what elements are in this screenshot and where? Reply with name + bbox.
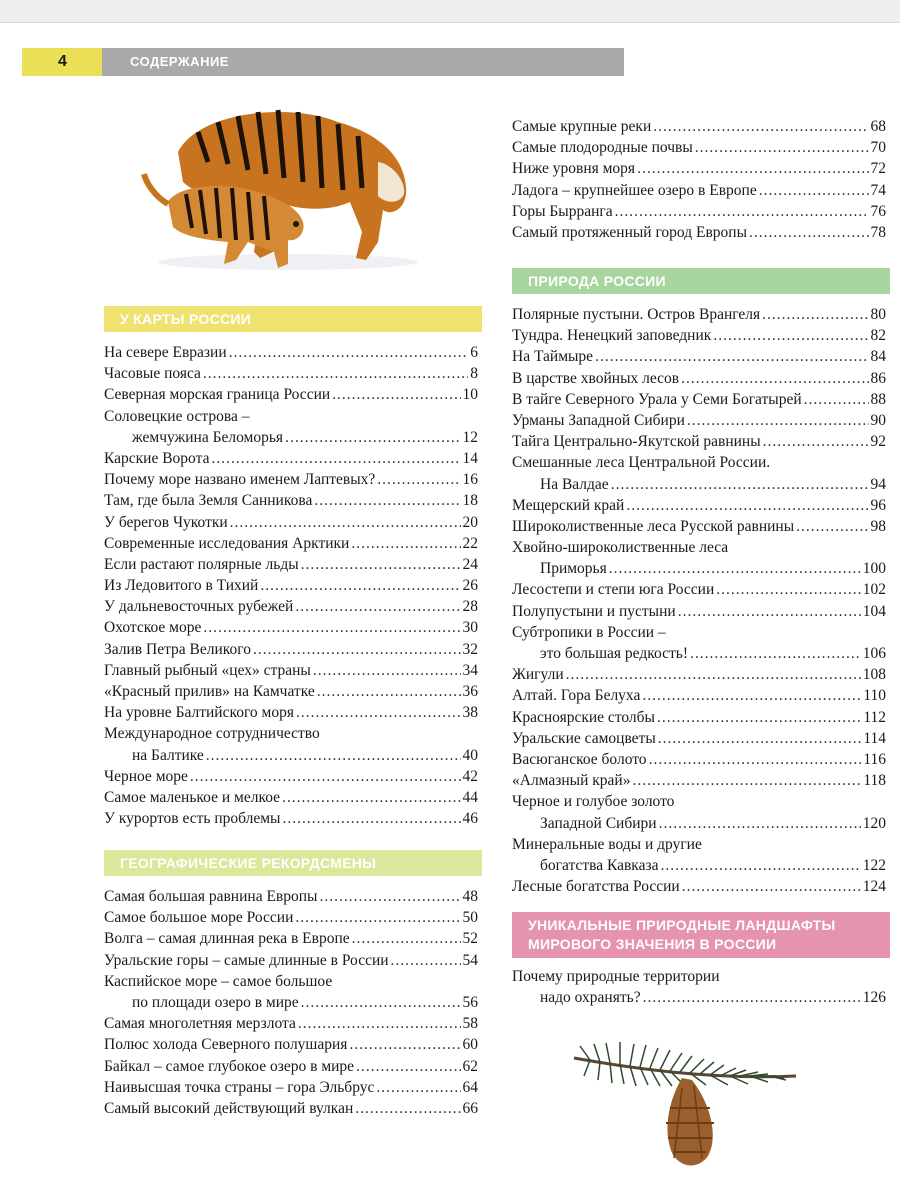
- toc-page-number: 86: [870, 369, 886, 387]
- toc-entry-title: Ладога – крупнейшее озеро в Европе: [512, 181, 757, 199]
- toc-page-number: 64: [462, 1078, 478, 1096]
- toc-dot-leader: [377, 469, 460, 490]
- toc-dot-leader: [230, 512, 461, 533]
- toc-page-number: 102: [862, 581, 886, 599]
- toc-entry: [512, 158, 886, 179]
- toc-page-number: 40: [462, 746, 478, 764]
- toc-dot-leader: [678, 601, 861, 622]
- toc-dot-leader: [660, 855, 860, 876]
- toc-dot-leader: [609, 558, 861, 579]
- toc-entry: [512, 516, 886, 537]
- toc-page-number: 82: [870, 327, 886, 345]
- toc-entry: [512, 116, 886, 137]
- toc-entry: [104, 787, 478, 808]
- toc-entry-title: Уральские горы – самые длинные в России: [104, 951, 389, 969]
- toc-entry: [104, 639, 478, 660]
- toc-entry: [512, 325, 886, 346]
- toc-priroda: [512, 304, 886, 897]
- toc-entry: [512, 601, 886, 622]
- toc-entry-title: Залив Петра Великого: [104, 640, 252, 658]
- toc-entry-title: У берегов Чукотки: [104, 513, 228, 531]
- toc-entry-title: Из Ледовитого в Тихий: [104, 577, 259, 595]
- toc-entry-title: Приморья: [540, 560, 607, 578]
- toc-dot-leader: [298, 1013, 461, 1034]
- toc-page-number: 44: [462, 788, 478, 806]
- toc-page-number: 108: [862, 666, 886, 684]
- toc-entry-title: Самый протяженный город Европы: [512, 223, 747, 241]
- toc-entry-title: Горы Бырранга: [512, 202, 613, 220]
- toc-entry-title: Карские Ворота: [104, 449, 210, 467]
- toc-entry: [512, 876, 886, 897]
- toc-entry: [104, 342, 478, 363]
- toc-entry: [512, 685, 886, 706]
- toc-page-number: 78: [870, 223, 886, 241]
- toc-dot-leader: [749, 222, 869, 243]
- toc-dot-leader: [253, 639, 460, 660]
- toc-dot-leader: [376, 1077, 460, 1098]
- toc-dot-leader: [653, 116, 868, 137]
- toc-dot-leader: [763, 431, 869, 452]
- toc-page-number: 106: [862, 645, 886, 662]
- toc-entry: [512, 643, 886, 664]
- toc-dot-leader: [632, 770, 861, 791]
- toc-dot-leader: [203, 363, 468, 384]
- toc-dot-leader: [206, 745, 461, 766]
- toc-entry-title: Васюганское болото: [512, 750, 647, 768]
- toc-entry: [512, 834, 886, 855]
- toc-entry-title: Современные исследования Арктики: [104, 534, 350, 552]
- toc-entry-title: Самое большое море России: [104, 909, 294, 927]
- toc-entry: [512, 558, 886, 579]
- toc-entry-title: Волга – самая длинная река в Европе: [104, 930, 350, 948]
- toc-page-number: 22: [462, 534, 478, 552]
- toc-entry-title: Самые крупные реки: [512, 118, 652, 135]
- toc-entry: [512, 749, 886, 770]
- toc-page-number: 54: [462, 951, 478, 969]
- toc-entry: [104, 745, 478, 766]
- toc-page-number: 30: [462, 619, 478, 637]
- toc-entry: [104, 681, 478, 702]
- toc-entry-title: жемчужина Беломорья: [132, 428, 284, 446]
- toc-dot-leader: [211, 448, 460, 469]
- toc-entry-title: Черное и голубое золото: [512, 793, 675, 811]
- toc-entry: [104, 1034, 478, 1055]
- toc-dot-leader: [190, 766, 461, 787]
- toc-entry-title: На севере Евразии: [104, 344, 227, 361]
- toc-entry: [512, 368, 886, 389]
- toc-dot-leader: [260, 575, 460, 596]
- toc-entry-title: Уральские самоцветы: [512, 729, 656, 747]
- toc-page-number: 18: [462, 492, 478, 510]
- toc-dot-leader: [391, 950, 461, 971]
- toc-dot-leader: [285, 427, 460, 448]
- toc-entry: [104, 723, 478, 744]
- toc-entry-title: Алтай. Гора Белуха: [512, 687, 641, 705]
- toc-dot-leader: [762, 304, 868, 325]
- toc-entry: [104, 971, 478, 992]
- toc-entry: [512, 222, 886, 243]
- toc-page-number: 98: [870, 517, 886, 535]
- toc-entry: [104, 702, 478, 723]
- toc-entry: [512, 452, 886, 473]
- toc-dot-leader: [695, 137, 869, 158]
- toc-entry-title: Самые плодородные почвы: [512, 139, 693, 157]
- toc-entry-title: Охотское море: [104, 619, 202, 637]
- toc-page-number: 46: [462, 810, 478, 828]
- pine-branch-image: [570, 1018, 800, 1186]
- toc-entry: [104, 533, 478, 554]
- toc-entry-title: «Алмазный край»: [512, 772, 631, 790]
- toc-entry-title: На уровне Балтийского моря: [104, 704, 294, 722]
- toc-entry-title: У дальневосточных рубежей: [104, 598, 294, 616]
- toc-entry-title: Каспийское море – самое большое: [104, 972, 333, 990]
- toc-page-number: 114: [863, 729, 886, 747]
- toc-rekordsmeny-right: [512, 116, 886, 243]
- toc-page-number: 14: [462, 449, 478, 467]
- toc-entry: [512, 537, 886, 558]
- toc-entry: [104, 490, 478, 511]
- toc-page-number: 6: [470, 344, 478, 361]
- toc-entry-title: Тайга Центрально-Якутской равнины: [512, 433, 761, 451]
- toc-dot-leader: [659, 813, 861, 834]
- toc-dot-leader: [282, 787, 460, 808]
- toc-dot-leader: [332, 384, 460, 405]
- toc-entry: [104, 596, 478, 617]
- toc-dot-leader: [796, 516, 868, 537]
- toc-page-number: 112: [863, 708, 886, 726]
- toc-dot-leader: [649, 749, 862, 770]
- toc-entry: [512, 474, 886, 495]
- toc-dot-leader: [317, 681, 461, 702]
- toc-entry: [512, 707, 886, 728]
- toc-dot-leader: [626, 495, 868, 516]
- toc-entry-title: Урманы Западной Сибири: [512, 411, 685, 429]
- toc-rekordsmeny-left: [104, 886, 478, 1119]
- toc-entry: [104, 575, 478, 596]
- toc-entry-title: Западной Сибири: [540, 814, 657, 832]
- toc-entry-title: В царстве хвойных лесов: [512, 369, 680, 387]
- toc-entry-title: В тайге Северного Урала у Семи Богатырей: [512, 390, 802, 408]
- toc-page-number: 120: [862, 814, 886, 832]
- toc-entry-title: Смешанные леса Центральной России.: [512, 454, 771, 472]
- toc-entry-title: На Таймыре: [512, 348, 594, 366]
- toc-entry-title: «Красный прилив» на Камчатке: [104, 683, 315, 700]
- toc-entry-title: На Валдае: [540, 475, 609, 493]
- toc-page-number: 92: [870, 433, 886, 451]
- toc-page-number: 60: [462, 1036, 478, 1054]
- toc-page-number: 122: [862, 856, 886, 874]
- toc-page-number: 124: [862, 878, 886, 896]
- section-header-rekordsmeny: ГЕОГРАФИЧЕСКИЕ РЕКОРДСМЕНЫ: [104, 850, 482, 876]
- toc-page-number: 42: [462, 767, 478, 785]
- section-header-unikalnye: [512, 912, 890, 958]
- toc-entry-title: Самый высокий действующий вулкан: [104, 1099, 354, 1117]
- page-number: 4: [22, 48, 102, 76]
- toc-dot-leader: [637, 158, 868, 179]
- toc-dot-leader: [657, 707, 861, 728]
- toc-dot-leader: [295, 596, 460, 617]
- toc-page-number: 28: [462, 598, 478, 616]
- toc-entry: [512, 855, 886, 876]
- toc-page-number: 32: [462, 640, 478, 658]
- toc-entry: [512, 410, 886, 431]
- toc-page-number: 90: [870, 411, 886, 429]
- toc-entry-title: Хвойно-широколиственные леса: [512, 539, 729, 557]
- toc-page-number: 38: [462, 704, 478, 722]
- toc-page-number: 36: [462, 683, 478, 700]
- toc-dot-leader: [352, 928, 461, 949]
- toc-dot-leader: [713, 325, 868, 346]
- toc-entry: [104, 406, 478, 427]
- toc-dot-leader: [611, 474, 869, 495]
- toc-dot-leader: [687, 410, 869, 431]
- toc-entry-title: Почему природные территории: [512, 968, 720, 985]
- toc-page-number: 24: [462, 555, 478, 573]
- toc-entry: [104, 907, 478, 928]
- toc-page-number: 16: [462, 471, 478, 489]
- toc-dot-leader: [804, 389, 869, 410]
- section-header-unikalnye-line1: УНИКАЛЬНЫЕ ПРИРОДНЫЕ ЛАНДШАФТЫ: [528, 917, 836, 933]
- section-header-priroda: ПРИРОДА РОССИИ: [512, 268, 890, 294]
- toc-entry-title: надо охранять?: [540, 989, 641, 1007]
- toc-karta: [104, 342, 478, 829]
- toc-dot-leader: [681, 368, 868, 389]
- toc-entry: [104, 427, 478, 448]
- toc-entry-title: Широколиственные леса Русской равнины: [512, 517, 795, 535]
- toc-page-number: 26: [462, 577, 478, 595]
- toc-page-number: 70: [870, 139, 886, 157]
- toc-entry: [512, 664, 886, 685]
- toc-entry-title: по площади озеро в мире: [132, 993, 299, 1011]
- toc-entry-title: на Балтике: [132, 746, 204, 764]
- toc-entry: [512, 389, 886, 410]
- toc-entry: [512, 304, 886, 325]
- toc-page-number: 96: [870, 496, 886, 514]
- toc-entry: [104, 1056, 478, 1077]
- toc-entry: [512, 813, 886, 834]
- toc-page-number: 84: [870, 348, 886, 366]
- toc-page-number: 80: [870, 306, 886, 323]
- toc-page-number: 118: [863, 772, 886, 790]
- toc-dot-leader: [295, 907, 460, 928]
- toc-page-number: 66: [462, 1099, 478, 1117]
- toc-page-number: 10: [462, 386, 478, 404]
- toc-entry-title: Ниже уровня моря: [512, 160, 636, 178]
- toc-entry: [512, 201, 886, 222]
- toc-entry-title: Самое маленькое и мелкое: [104, 788, 281, 806]
- toc-page-number: 34: [462, 661, 478, 679]
- toc-dot-leader: [356, 1056, 460, 1077]
- toc-entry: [104, 512, 478, 533]
- page-header: [22, 48, 624, 76]
- toc-page-number: 12: [462, 428, 478, 446]
- toc-entry-title: Черное море: [104, 767, 188, 785]
- toc-page-number: 110: [863, 687, 886, 705]
- toc-dot-leader: [229, 342, 469, 363]
- toc-entry: [512, 180, 886, 201]
- toc-entry-title: Лесные богатства России: [512, 878, 680, 896]
- toc-entry-title: Почему море названо именем Лаптевых?: [104, 471, 376, 489]
- toc-page-number: 48: [462, 888, 478, 905]
- toc-entry-title: Там, где была Земля Санникова: [104, 492, 313, 510]
- toc-page-number: 100: [862, 560, 886, 578]
- toc-page-number: 20: [462, 513, 478, 531]
- toc-entry: [512, 770, 886, 791]
- toc-entry: [512, 791, 886, 812]
- toc-entry: [104, 363, 478, 384]
- toc-dot-leader: [313, 660, 461, 681]
- toc-entry-title: Тундра. Ненецкий заповедник: [512, 327, 712, 345]
- toc-dot-leader: [682, 876, 861, 897]
- toc-entry-title: Самая многолетняя мерзлота: [104, 1015, 296, 1033]
- toc-entry-title: Полярные пустыни. Остров Врангеля: [512, 306, 761, 323]
- toc-dot-leader: [349, 1034, 460, 1055]
- toc-page-number: 52: [462, 930, 478, 948]
- toc-dot-leader: [282, 808, 460, 829]
- toc-dot-leader: [643, 987, 861, 1008]
- toc-entry-title: Жигули: [512, 666, 564, 684]
- toc-entry-title: это большая редкость!: [540, 645, 688, 662]
- toc-entry: [104, 808, 478, 829]
- toc-entry: [512, 622, 886, 643]
- toc-page-number: 8: [470, 365, 478, 383]
- toc-dot-leader: [716, 579, 860, 600]
- toc-dot-leader: [296, 702, 461, 723]
- toc-entry: [104, 1077, 478, 1098]
- toc-page-number: 56: [462, 993, 478, 1011]
- toc-dot-leader: [301, 554, 461, 575]
- toc-entry-title: богатства Кавказа: [540, 856, 659, 874]
- section-header-unikalnye-line2: МИРОВОГО ЗНАЧЕНИЯ В РОССИИ: [528, 936, 777, 952]
- toc-dot-leader: [319, 886, 460, 907]
- toc-entry-title: Мещерский край: [512, 496, 625, 514]
- toc-entry: [512, 728, 886, 749]
- toc-entry: [512, 966, 886, 987]
- toc-entry: [104, 554, 478, 575]
- toc-dot-leader: [314, 490, 460, 511]
- toc-page-number: 68: [870, 118, 886, 135]
- toc-entry: [104, 660, 478, 681]
- toc-dot-leader: [203, 617, 460, 638]
- toc-entry-title: Международное сотрудничество: [104, 725, 320, 743]
- page-title: СОДЕРЖАНИЕ: [102, 48, 624, 76]
- toc-dot-leader: [595, 346, 868, 367]
- toc-page-number: 62: [462, 1057, 478, 1075]
- toc-dot-leader: [566, 664, 861, 685]
- toc-dot-leader: [642, 685, 861, 706]
- toc-entry-title: У курортов есть проблемы: [104, 810, 281, 828]
- toc-page-number: 126: [862, 989, 886, 1007]
- toc-entry: [104, 950, 478, 971]
- toc-entry: [512, 987, 886, 1008]
- toc-dot-leader: [355, 1098, 460, 1119]
- toc-entry: [104, 1013, 478, 1034]
- toc-dot-leader: [351, 533, 460, 554]
- toc-entry-title: Минеральные воды и другие: [512, 835, 702, 853]
- toc-entry: [512, 431, 886, 452]
- toc-entry-title: Красноярские столбы: [512, 708, 655, 726]
- toc-entry: [104, 469, 478, 490]
- toc-entry: [512, 346, 886, 367]
- toc-entry-title: Соловецкие острова –: [104, 407, 250, 425]
- toc-entry: [512, 495, 886, 516]
- toc-entry: [104, 766, 478, 787]
- toc-entry-title: Главный рыбный «цех» страны: [104, 661, 311, 679]
- toc-page-number: 116: [863, 750, 886, 768]
- toc-dot-leader: [658, 728, 862, 749]
- toc-page-number: 104: [862, 602, 886, 620]
- toc-page-number: 58: [462, 1015, 478, 1033]
- toc-page-number: 88: [870, 390, 886, 408]
- toc-page-number: 94: [870, 475, 886, 493]
- toc-entry: [104, 384, 478, 405]
- toc-entry: [104, 928, 478, 949]
- section-header-karta: У КАРТЫ РОССИИ: [104, 306, 482, 332]
- toc-entry: [104, 886, 478, 907]
- toc-entry-title: Байкал – самое глубокое озеро в мире: [104, 1057, 355, 1075]
- toc-entry-title: Полупустыни и пустыни: [512, 602, 676, 620]
- toc-page-number: 76: [870, 202, 886, 220]
- toc-entry: [104, 1098, 478, 1119]
- toc-entry: [104, 448, 478, 469]
- tigers-image: [138, 92, 418, 274]
- toc-unikalnye: [512, 966, 886, 1008]
- toc-dot-leader: [690, 643, 861, 664]
- toc-entry-title: Часовые пояса: [104, 365, 201, 383]
- toc-entry: [104, 992, 478, 1013]
- toc-entry-title: Самая большая равнина Европы: [104, 888, 318, 905]
- toc-entry-title: Лесостепи и степи юга России: [512, 581, 715, 599]
- toc-entry-title: Полюс холода Северного полушария: [104, 1036, 348, 1054]
- toc-page-number: 74: [870, 181, 886, 199]
- toc-entry-title: Северная морская граница России: [104, 386, 331, 404]
- toc-dot-leader: [301, 992, 461, 1013]
- toc-dot-leader: [615, 201, 869, 222]
- toc-entry-title: Наивысшая точка страны – гора Эльбрус: [104, 1078, 375, 1096]
- toc-dot-leader: [759, 180, 869, 201]
- toc-entry: [512, 579, 886, 600]
- top-edge: [0, 0, 900, 23]
- toc-entry: [104, 617, 478, 638]
- toc-entry-title: Если растают полярные льды: [104, 555, 299, 573]
- toc-entry-title: Субтропики в России –: [512, 623, 666, 641]
- toc-page-number: 50: [462, 909, 478, 927]
- toc-entry: [512, 137, 886, 158]
- toc-page-number: 72: [870, 160, 886, 178]
